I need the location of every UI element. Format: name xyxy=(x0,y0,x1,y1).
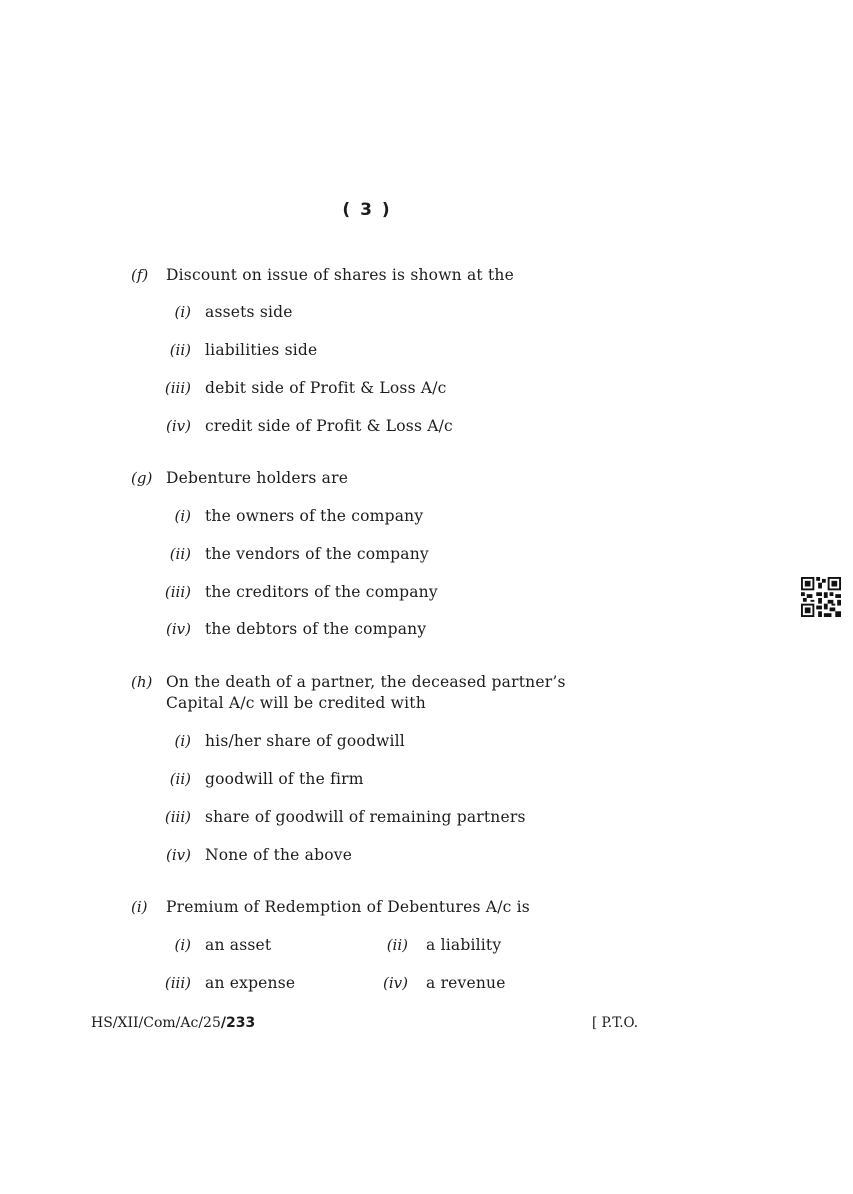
option-text: the creditors of the company xyxy=(205,583,438,601)
question-label: (g) xyxy=(131,469,153,487)
option-text: the owners of the company xyxy=(205,507,424,525)
option-label: (iv) xyxy=(383,974,408,992)
page-number: ( 3 ) xyxy=(342,200,392,220)
option-text: debit side of Profit & Loss A/c xyxy=(205,379,447,397)
question-text: Capital A/c will be credited with xyxy=(166,694,426,712)
option-text: share of goodwill of remaining partners xyxy=(205,808,526,826)
option-text: assets side xyxy=(205,303,293,321)
question-text: On the death of a partner, the deceased partner’s xyxy=(166,673,566,691)
question-text: Premium of Redemption of Debentures A/c is xyxy=(166,898,530,916)
option-text: liabilities side xyxy=(205,341,318,359)
option-label: (iii) xyxy=(164,379,191,397)
question-text: Debenture holders are xyxy=(166,469,349,487)
option-text: a liability xyxy=(426,936,502,954)
question-label: (i) xyxy=(131,898,148,916)
question-text: Discount on issue of shares is shown at the xyxy=(166,266,514,284)
option-text: None of the above xyxy=(205,846,353,864)
option-text: the debtors of the company xyxy=(205,620,427,638)
option-label: (iv) xyxy=(166,846,191,864)
option-label: (ii) xyxy=(169,341,191,359)
paper-code-suffix: /233 xyxy=(220,1015,256,1031)
paper-code-prefix: HS/XII/Com/Ac/25 xyxy=(91,1015,221,1031)
option-label: (iii) xyxy=(164,974,191,992)
question-label: (h) xyxy=(131,673,153,691)
option-text: his/her share of goodwill xyxy=(205,732,405,750)
question-label: (f) xyxy=(131,266,149,284)
option-label: (iii) xyxy=(164,583,191,601)
pto-note: [ P.T.O. xyxy=(592,1015,639,1031)
option-label: (ii) xyxy=(169,770,191,788)
option-label: (i) xyxy=(174,732,191,750)
option-text: an expense xyxy=(205,974,296,992)
option-text: goodwill of the firm xyxy=(205,770,364,788)
option-label: (iv) xyxy=(166,620,191,638)
option-label: (i) xyxy=(174,507,191,525)
option-label: (iii) xyxy=(164,808,191,826)
paper-code xyxy=(91,1015,255,1031)
option-text: credit side of Profit & Loss A/c xyxy=(205,417,453,435)
option-label: (ii) xyxy=(386,936,408,954)
option-text: the vendors of the company xyxy=(205,545,429,563)
qr-code-icon xyxy=(801,577,841,617)
option-text: an asset xyxy=(205,936,272,954)
option-text: a revenue xyxy=(426,974,506,992)
option-label: (ii) xyxy=(169,545,191,563)
option-label: (i) xyxy=(174,303,191,321)
option-label: (iv) xyxy=(166,417,191,435)
option-label: (i) xyxy=(174,936,191,954)
